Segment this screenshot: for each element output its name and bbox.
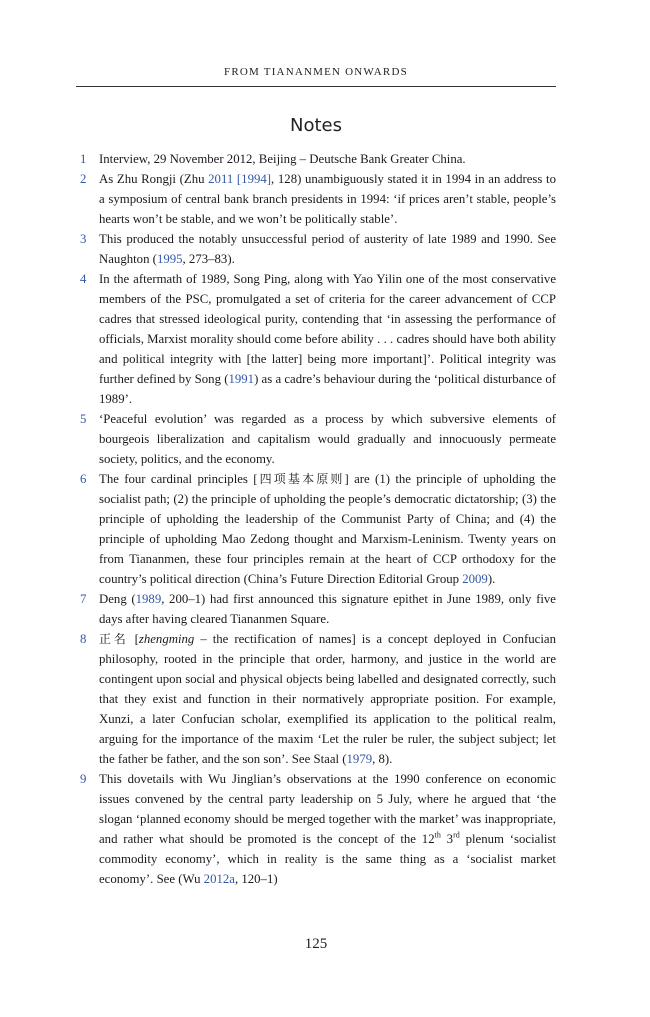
note-text: Deng (1989, 200–1) had first announced this signature epithet in June 1989, only five days after having cleared Tiananmen Square.	[99, 592, 556, 626]
note-number[interactable]: 1	[80, 152, 87, 166]
note-number[interactable]: 9	[80, 772, 87, 786]
citation-link[interactable]: 2011 [1994]	[208, 172, 272, 186]
note-text: Interview, 29 November 2012, Beijing – Deutsche Bank Greater China.	[99, 152, 466, 166]
ordinal-suffix: rd	[453, 830, 460, 840]
note-1	[76, 149, 556, 169]
citation-link[interactable]: 1991	[228, 372, 255, 386]
note-number[interactable]: 7	[80, 592, 87, 606]
note-text: This produced the notably unsuccessful period of austerity of late 1989 and 1990. See Naughton (1995, 273–83).	[99, 232, 556, 266]
note-3	[76, 229, 556, 269]
note-text: In the aftermath of 1989, Song Ping, along with Yao Yilin one of the most conservative members of the PSC, promulgated a set of criteria for the career advancement of CCP cadres that stressed ideological purity, contending that ‘in assessing the performance of officials, Marxist morality should come before ability . . . cadres should have both ability and political integrity with [the latter] being more important]’. Political integrity was further defined by Song (1991) as a cadre’s behaviour during the ‘political disturbance of 1989’.	[99, 272, 556, 406]
header-rule	[76, 86, 556, 87]
note-text: The four cardinal principles [四项基本原则] are (1) the principle of upholding the socialist path; (2) the principle of upholding the people’s democratic dictatorship; (3) the principle of upholding the leadership of the Communist Party of China; and (4) the principle of upholding Mao Zedong thought and Marxism-Leninism. Twenty years on from Tiananmen, these four principles remain at the heart of CCP orthodoxy for the country’s political direction (China’s Future Direction Editorial Group 2009).	[99, 472, 556, 586]
note-5	[76, 409, 556, 469]
note-number[interactable]: 3	[80, 232, 87, 246]
running-head: FROM TIANANMEN ONWARDS	[224, 66, 408, 78]
note-number[interactable]: 5	[80, 412, 87, 426]
note-number[interactable]: 2	[80, 172, 87, 186]
note-2	[76, 169, 556, 229]
ordinal-suffix: th	[434, 830, 441, 840]
note-7	[76, 589, 556, 629]
note-number[interactable]: 6	[80, 472, 87, 486]
note-9	[76, 769, 556, 889]
note-text: This dovetails with Wu Jinglian’s observations at the 1990 conference on economic issues convened by the central party leadership on 5 July, where he argued that ‘the slogan ‘planned economy should be merged together with the market’ was inappropriate, and rather what should be promoted is the concept of the 12th 3rd plenum ‘socialist commodity economy’, which in reality is the same thing as a ‘socialist market economy’. See (Wu 2012a, 120–1)	[99, 772, 556, 886]
citation-link[interactable]: 2012a	[203, 872, 235, 886]
note-number[interactable]: 8	[80, 632, 87, 646]
citation-link[interactable]: 1979	[346, 752, 373, 766]
note-text: ‘Peaceful evolution’ was regarded as a process by which subversive elements of bourgeois liberalization and capitalism would gradually and innocuously permeate society, politics, and the economy.	[99, 412, 556, 466]
citation-link[interactable]: 1995	[156, 252, 183, 266]
citation-link[interactable]: 1989	[135, 592, 162, 606]
note-text: 正名 [zhengming – the rectification of names] is a concept deployed in Confucian philosophy, rooted in the principle that order, harmony, and justice in the world are contingent upon social and physical objects being labelled and designated correctly, such that they exist and function in their normatively appropriate position. For example, Xunzi, a later Confucian scholar, exemplified its application to the political realm, arguing for the importance of the maxim ‘Let the ruler be ruler, the subject subject; let the father be father, and the son son’. See Staal (1979, 8).	[99, 632, 556, 766]
page-number: 125	[304, 936, 328, 952]
notes-list	[76, 149, 556, 889]
note-text: As Zhu Rongji (Zhu 2011 [1994], 128) unambiguously stated it in 1994 in an address to a symposium of central bank branch presidents in 1994: ‘if prices aren’t stable, people’s hearts won’t be stable, and we won’t be politically stable’.	[99, 172, 556, 226]
chinese-term: 四项基本原则	[257, 472, 345, 486]
chinese-term: 正名	[99, 632, 129, 646]
section-title: Notes	[290, 115, 342, 136]
pinyin-term: zhengming	[138, 632, 195, 646]
note-4	[76, 269, 556, 409]
citation-link[interactable]: 2009	[462, 572, 488, 586]
note-number[interactable]: 4	[80, 272, 87, 286]
note-6	[76, 469, 556, 589]
note-8	[76, 629, 556, 769]
